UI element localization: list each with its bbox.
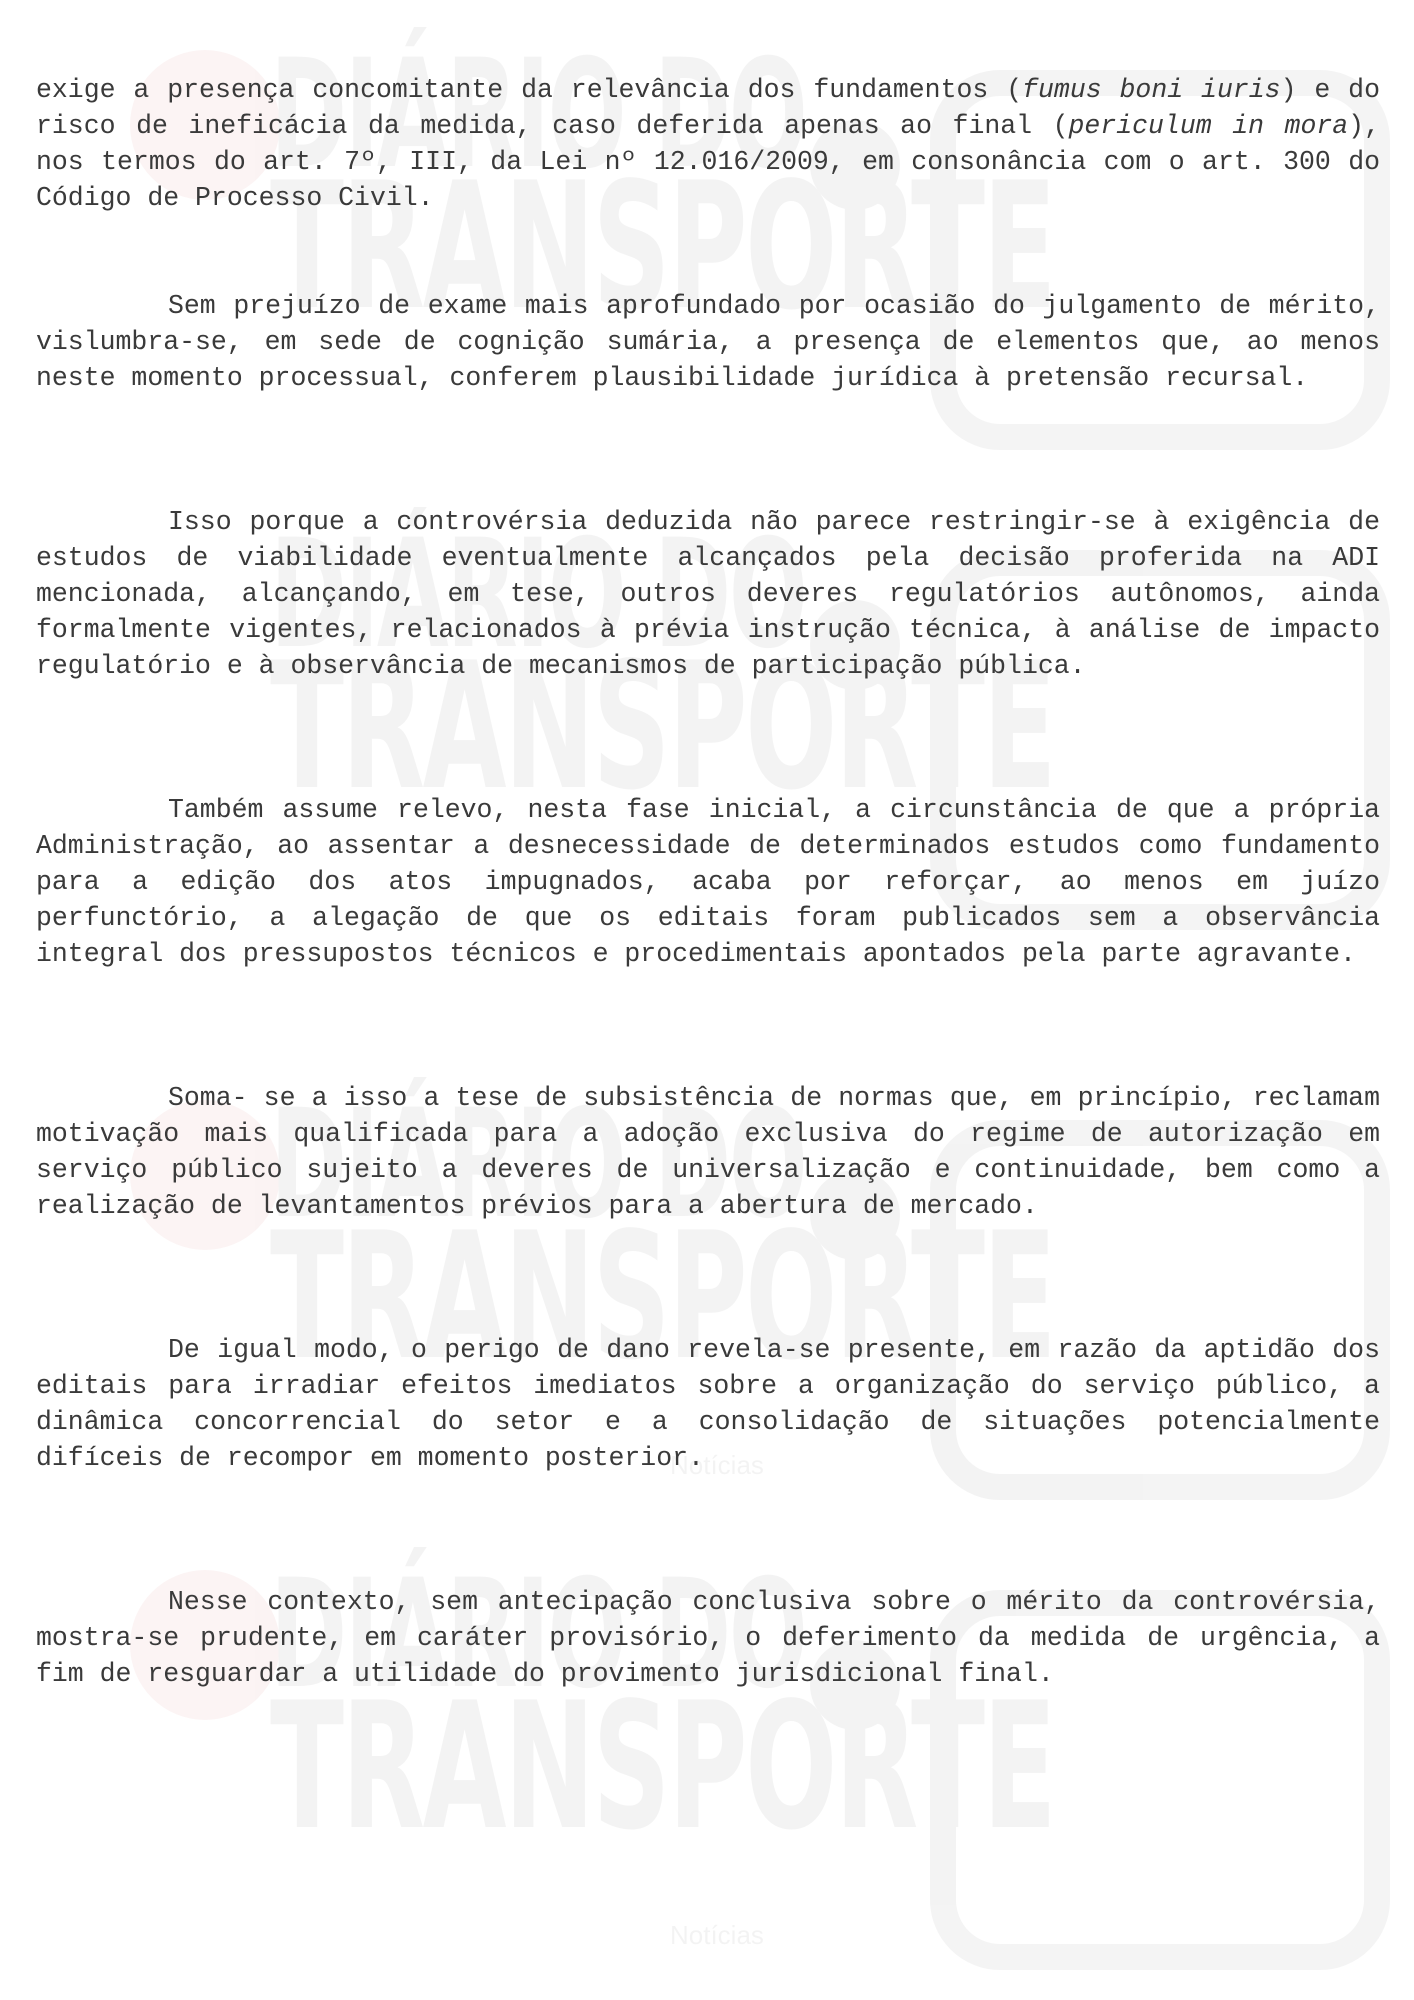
latin-term: periculum in mora [1068, 111, 1349, 141]
paragraph-text: ) e do risco de ineficácia da medida, caso deferida apenas ao final ( [36, 75, 1380, 141]
paragraph-text: exige a presença concomitante da relevância dos fundamentos ( [36, 75, 1023, 105]
watermark-title-line2 [270, 1680, 1054, 1855]
watermark-subtitle [670, 1920, 764, 1951]
latin-term: fumus boni iuris [1022, 75, 1281, 105]
paragraph [36, 72, 1380, 216]
paragraph: Soma- se a isso a tese de subsistência de normas que, em princípio, reclamam motivação mais qualificada para a adoção exclusiva do regime de autorização em serviço público sujeito a deveres de universalização e continuidade, bem como a realização de levantamentos prévios para a abertura de mercado. [36, 1083, 1380, 1221]
paragraph: Também assume relevo, nesta fase inicial, a circunstância de que a própria Administração, ao assentar a desnecessidade de determinados estudos como fundamento para a edição dos atos impugnados, acaba por reforçar, ao menos em juízo perfunctório, a alegação de que os editais foram publicados sem a observância integral dos pressupostos técnicos e procedimentais apontados pela parte agravante. [36, 795, 1380, 969]
document-body [36, 72, 1380, 1692]
paragraph: De igual modo, o perigo de dano revela-se presente, em razão da aptidão dos editais para irradiar efeitos imediatos sobre a organização do serviço público, a dinâmica concorrencial do setor e a consolidação de situações potencialmente difíceis de recompor em momento posterior. [36, 1335, 1380, 1473]
paragraph-text: ), nos termos do art. 7º, III, da Lei nº 12.016/2009, em consonância com o art. 300 do Código de Processo Civil. [36, 111, 1380, 213]
paragraph: Nesse contexto, sem antecipação conclusiva sobre o mérito da controvérsia, mostra-se prudente, em caráter provisório, o deferimento da medida de urgência, a fim de resguardar a utilidade do provimento jurisdicional final. [36, 1587, 1380, 1689]
paragraph: Sem prejuízo de exame mais aprofundado por ocasião do julgamento de mérito, vislumbra-se, em sede de cognição sumária, a presença de elementos que, ao menos neste momento processual, conferem plausibilidade jurídica à pretensão recursal. [36, 291, 1380, 393]
paragraph: Isso porque a controvérsia deduzida não parece restringir-se à exigência de estudos de viabilidade eventualmente alcançados pela decisão proferida na ADI mencionada, alcançando, em tese, outros deveres regulatórios autônomos, ainda formalmente vigentes, relacionados à prévia instrução técnica, à análise de impacto regulatório e à observância de mecanismos de participação pública. [36, 507, 1380, 681]
